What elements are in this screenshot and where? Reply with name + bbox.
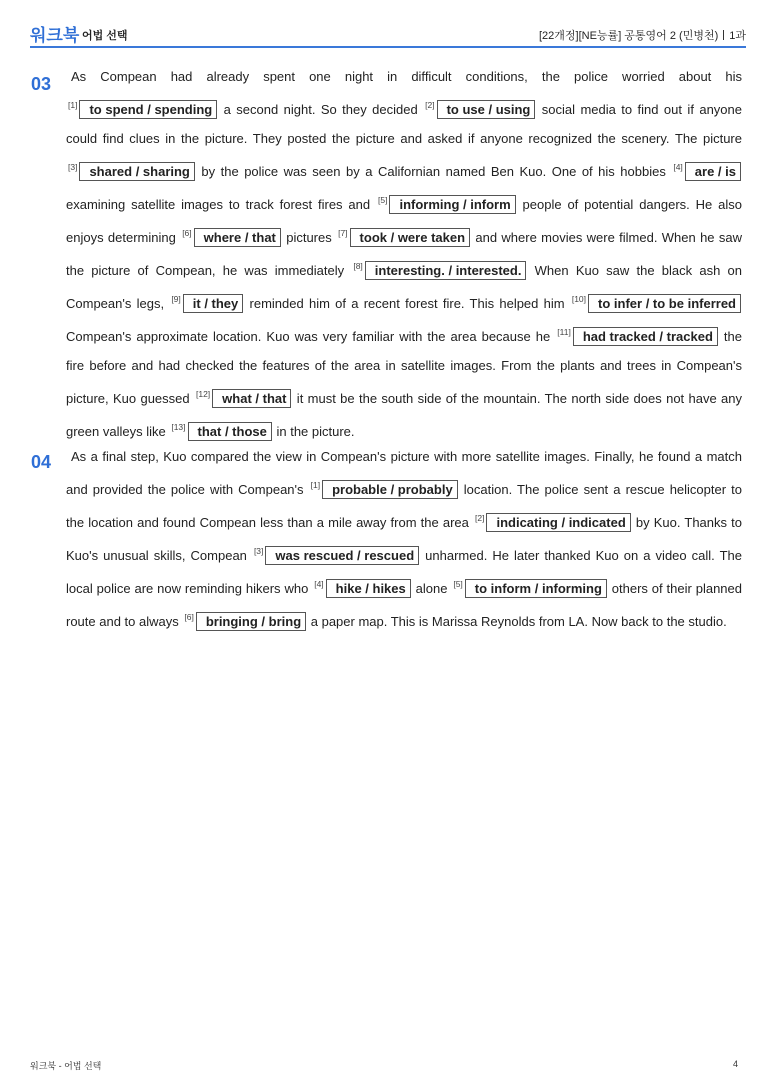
- choice-box[interactable]: hike / hikes: [326, 579, 411, 598]
- blank-number: [6]: [184, 612, 194, 622]
- blank-number: [5]: [453, 579, 463, 589]
- choice-blank: [336, 230, 471, 245]
- passage-text: by the police was seen by a Californian named Ben Kuo. One of his hobbies: [195, 164, 672, 179]
- blank-number: [6]: [182, 228, 192, 238]
- blank-number: [3]: [68, 162, 78, 172]
- page-header: [30, 20, 746, 48]
- choice-blank: [570, 296, 742, 311]
- blank-number: [10]: [571, 294, 587, 304]
- exercise-number: 04: [31, 452, 52, 472]
- choice-blank: [169, 296, 244, 311]
- passage-text: unharmed. He later thanked Kuo on a video call. The local police are now reminding hikers who: [66, 548, 742, 596]
- passage-text: it must be the south side of the mountain. The north side does not have any green valleys like: [66, 391, 743, 439]
- choice-box[interactable]: bringing / bring: [196, 612, 306, 631]
- choice-box[interactable]: where / that: [194, 228, 281, 247]
- blank-number: [13]: [171, 422, 186, 432]
- passage-text: As Compean had already spent one night in difficult conditions, the police worried about his: [71, 69, 742, 84]
- blank-number: [7]: [338, 228, 348, 238]
- choice-blank: [671, 164, 742, 179]
- choice-box[interactable]: are / is: [685, 162, 741, 181]
- choice-blank: [66, 164, 196, 179]
- blank-number: [9]: [171, 294, 181, 304]
- exercise-passage: [66, 442, 742, 636]
- choice-box[interactable]: was rescued / rescued: [265, 546, 419, 565]
- blank-number: [2]: [475, 513, 485, 523]
- passage-text: a paper map. This is Marissa Reynolds from LA. Now back to the studio.: [307, 614, 727, 629]
- book-info: [539, 27, 746, 43]
- choice-blank: [555, 329, 719, 344]
- passage-text: pictures: [281, 230, 337, 245]
- blank-number: [12]: [195, 389, 211, 399]
- choice-box[interactable]: what / that: [212, 389, 291, 408]
- choice-blank: [66, 102, 218, 117]
- choice-blank: [194, 391, 292, 406]
- blank-number: [5]: [378, 195, 388, 205]
- lesson-label: 1과: [729, 30, 746, 42]
- passage-text: by Kuo. Thanks to Kuo's unusual skills, Compean: [66, 515, 742, 563]
- choice-blank: [180, 230, 282, 245]
- passage-text: a second night. So they decided: [218, 102, 424, 117]
- choice-box[interactable]: indicating / indicated: [486, 513, 630, 532]
- blank-number: [4]: [673, 162, 683, 172]
- page-number: 4: [732, 1059, 738, 1069]
- choice-box[interactable]: to infer / to be inferred: [588, 294, 741, 313]
- choice-blank: [252, 548, 420, 563]
- passage-text: examining satellite images to track forest fires and: [66, 197, 376, 212]
- choice-box[interactable]: to use / using: [437, 100, 536, 119]
- choice-blank: [451, 581, 608, 596]
- exercise-number: 03: [31, 74, 52, 94]
- choice-box[interactable]: had tracked / tracked: [573, 327, 718, 346]
- choice-box[interactable]: to spend / spending: [79, 100, 217, 119]
- choice-blank: [169, 424, 273, 439]
- choice-box[interactable]: it / they: [183, 294, 244, 313]
- passage-text: As a final step, Kuo compared the view in Compean's picture with more satellite images. Finally, he found a match and provided the police with Compean's: [66, 449, 742, 497]
- blank-number: [1]: [310, 480, 321, 490]
- choice-box[interactable]: interesting. / interested.: [365, 261, 527, 280]
- passage-text: When Kuo saw the black ash on Compean's legs,: [66, 263, 742, 311]
- passage-text: location. The police sent a rescue helicopter to the location and found Compean less than a mile away from the area: [66, 482, 742, 530]
- passage-text: Compean's approximate location. Kuo was very familiar with the area because he: [66, 329, 556, 344]
- blank-number: [11]: [557, 327, 571, 337]
- header-divider: [723, 30, 724, 40]
- blank-number: [4]: [314, 579, 324, 589]
- choice-box[interactable]: probable / probably: [322, 480, 458, 499]
- blank-number: [1]: [68, 100, 78, 110]
- passage-text: the fire before and had checked the features of the area in satellite images. From the plants and trees in Compean's picture, Kuo guessed: [66, 329, 742, 406]
- blank-number: [3]: [253, 546, 264, 556]
- page-footer: [30, 1059, 738, 1072]
- brand-title: 워크북: [30, 26, 80, 45]
- choice-blank: [182, 614, 307, 629]
- blank-number: [8]: [353, 261, 363, 271]
- passage-text: people of potential dangers. He also enjoys determining: [66, 197, 742, 245]
- choice-blank: [351, 263, 527, 278]
- passage-text: and where movies were filmed. When he saw the picture of Compean, he was immediately: [66, 230, 742, 278]
- choice-blank: [423, 102, 536, 117]
- brand-subtitle: 어법 선택: [82, 30, 128, 42]
- book-title: [22개정][NE능률] 공통영어 2 (민병천): [539, 30, 719, 42]
- choice-box[interactable]: that / those: [188, 422, 272, 441]
- choice-box[interactable]: shared / sharing: [79, 162, 194, 181]
- choice-blank: [473, 515, 632, 530]
- footer-label: 워크북 - 어법 선택: [30, 1061, 102, 1071]
- choice-box[interactable]: took / were taken: [350, 228, 470, 247]
- passage-text: reminded him of a recent forest fire. This helped him: [244, 296, 570, 311]
- choice-blank: [376, 197, 517, 212]
- choice-box[interactable]: informing / inform: [389, 195, 515, 214]
- exercise-passage: [66, 62, 742, 446]
- passage-text: in the picture.: [272, 424, 355, 439]
- blank-number: [2]: [425, 100, 435, 110]
- choice-box[interactable]: to inform / informing: [465, 579, 607, 598]
- choice-blank: [312, 581, 412, 596]
- passage-text: others of their planned route and to always: [66, 581, 742, 629]
- choice-blank: [309, 482, 459, 497]
- passage-text: alone: [411, 581, 452, 596]
- passage-text: social media to find out if anyone could find clues in the picture. They posted the picture and asked if anyone recognized the scenery. The picture: [66, 102, 742, 146]
